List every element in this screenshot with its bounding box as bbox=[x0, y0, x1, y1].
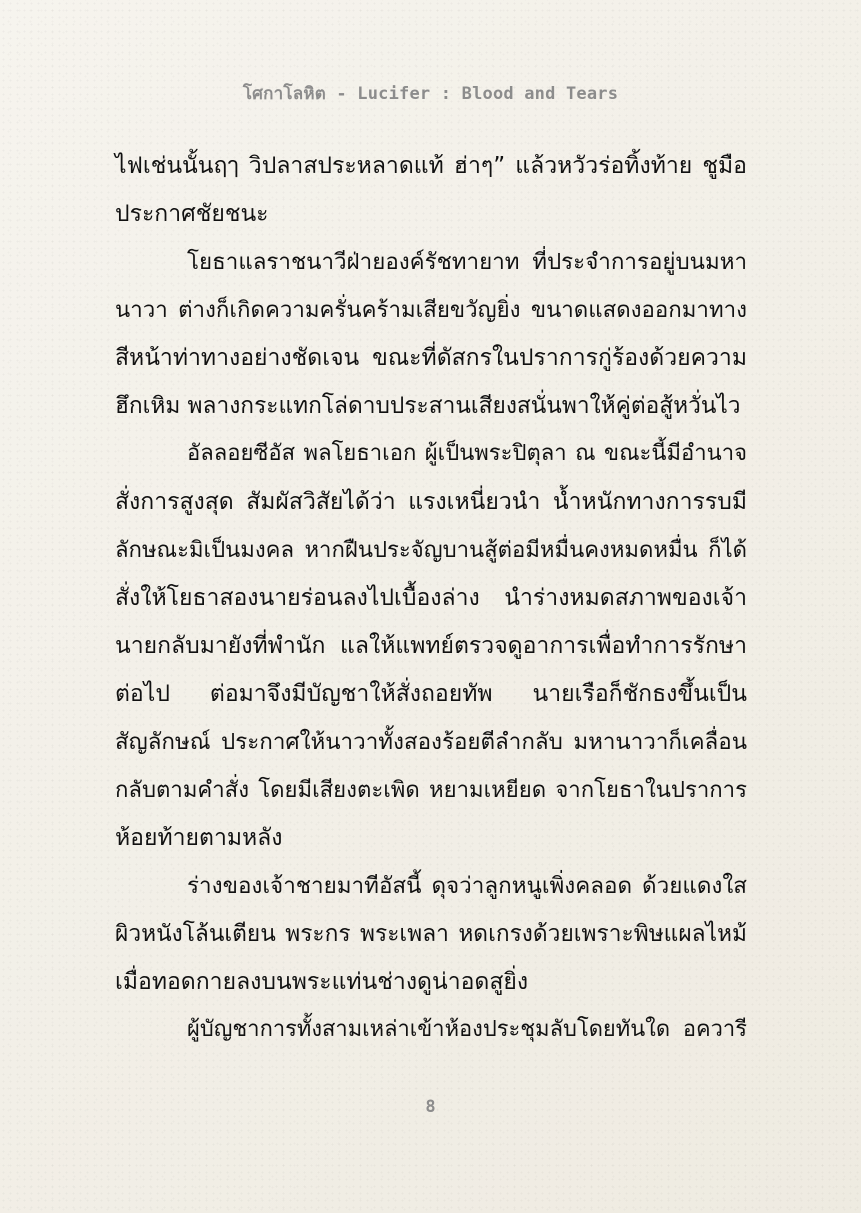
text-line: ฮึกเหิม พลางกระแทกโล่ดาบประสานเสียงสนั่นพาให้คู่ต่อสู้หวั่นไว bbox=[115, 393, 741, 419]
text-line: สีหน้าท่าทางอย่างชัดเจน ขณะที่ดัสกรในปราการกู่ร้องด้วยความ bbox=[115, 345, 747, 371]
text-line: นาวา ต่างก็เกิดความครั่นคร้ามเสียขวัญยิ่ง ขนาดแสดงออกมาทาง bbox=[115, 297, 747, 323]
text-line: สั่งให้โยธาสองนายร่อนลงไปเบื้องล่าง นำร่างหมดสภาพของเจ้า bbox=[115, 585, 747, 611]
text-line: สัญลักษณ์ ประกาศให้นาวาทั้งสองร้อยตีลำกลับ มหานาวาก็เคลื่อน bbox=[115, 729, 747, 755]
text-line: สั่งการสูงสุด สัมผัสวิสัยได้ว่า แรงเหนี่ยวนำ น้ำหนักทางการรบมี bbox=[115, 489, 747, 515]
running-header: โศกาโลหิต - Lucifer : Blood and Tears bbox=[242, 84, 619, 104]
text-line: ลักษณะมิเป็นมงคล หากฝืนประจัญบานสู้ต่อมีหมื่นคงหมดหมื่น ก็ได้ bbox=[115, 537, 747, 563]
text-line: เมื่อทอดกายลงบนพระแท่นช่างดูน่าอดสูยิ่ง bbox=[115, 969, 529, 995]
text-line: ห้อยท้ายตามหลัง bbox=[115, 825, 283, 851]
page-number: 8 bbox=[425, 1097, 436, 1117]
text-line: อัลลอยซีอัส พลโยธาเอก ผู้เป็นพระปิตุลา ณ ขณะนี้มีอำนาจ bbox=[187, 441, 747, 466]
text-line: ประกาศชัยชนะ bbox=[115, 201, 269, 227]
text-line: ร่างของเจ้าชายมาทีอัสนี้ ดุจว่าลูกหนูเพิ่งคลอด ด้วยแดงใส bbox=[187, 873, 747, 899]
text-line: ผู้บัญชาการทั้งสามเหล่าเข้าห้องประชุมลับโดยทันใด อควารี bbox=[187, 1017, 747, 1042]
body-text bbox=[115, 142, 747, 1054]
text-line: นายกลับมายังที่พำนัก แลให้แพทย์ตรวจดูอาการเพื่อทำการรักษา bbox=[115, 633, 747, 659]
text-line: โยธาแลราชนาวีฝ่ายองค์รัชทายาท ที่ประจำการอยู่บนมหา bbox=[187, 249, 747, 275]
text-line: กลับตามคำสั่ง โดยมีเสียงตะเพิด หยามเหยียด จากโยธาในปราการ bbox=[115, 777, 747, 803]
text-line: ต่อไป ต่อมาจึงมีบัญชาให้สั่งถอยทัพ นายเรือก็ชักธงขึ้นเป็น bbox=[115, 681, 747, 707]
text-line: ผิวหนังโล้นเตียน พระกร พระเพลา หดเกรงด้วยเพราะพิษแผลไหม้ bbox=[115, 921, 747, 947]
text-line: ไฟเช่นนั้นฤๅ วิปลาสประหลาดแท้ ฮ่าๆ” แล้วหวัวร่อทิ้งท้าย ชูมือ bbox=[115, 153, 747, 179]
